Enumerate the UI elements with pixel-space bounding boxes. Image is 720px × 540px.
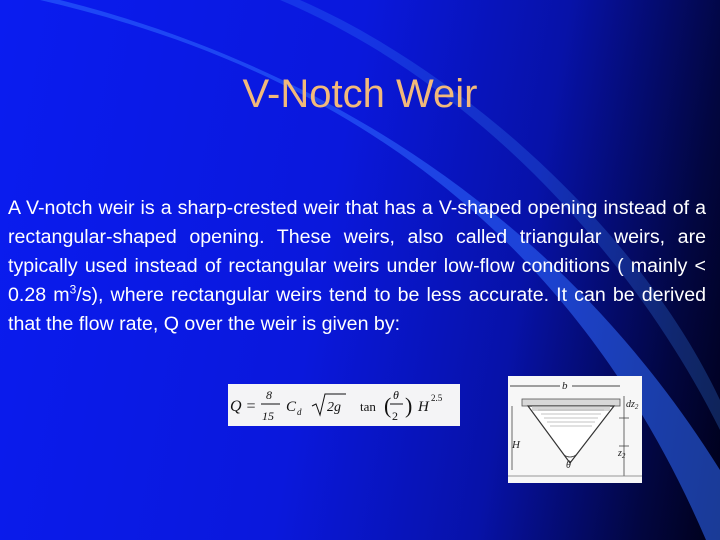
formula-theta-denominator: 2	[392, 409, 398, 423]
formula-tan: tan	[360, 399, 376, 414]
formula-lhs: Q =	[230, 398, 257, 415]
paragraph-text-1: A V-notch weir is a sharp-crested weir that has a V-shaped opening instead of a rectangular-shaped opening. These weirs, also called triangular weirs, are typically used instead of rectangular weirs under low-flow conditions ( mainly < 0.28 m	[8, 197, 706, 306]
formula-exponent: 2.5	[431, 393, 443, 403]
width-label: b	[562, 380, 568, 392]
formula-head: H	[418, 399, 429, 415]
slide-title: V-Notch Weir	[242, 72, 478, 116]
dz-label: $dz_2$	[626, 399, 639, 411]
h-label: H	[512, 439, 520, 451]
water-surface	[522, 399, 620, 406]
formula-fraction-denominator: 15	[262, 409, 274, 423]
paragraph-text-2: /s), where rectangular weirs tend to be less accurate. It can be derived that the flow rate, Q over the weir is given by:	[8, 284, 706, 335]
flow-rate-formula	[228, 384, 460, 426]
formula-coefficient: C	[286, 399, 297, 415]
formula-paren-open: (	[384, 393, 392, 418]
formula-root-content: 2g	[327, 400, 341, 415]
z-label: $z_2$	[618, 448, 626, 460]
paragraph-superscript: 3	[69, 282, 77, 297]
formula-coefficient-subscript: d	[297, 407, 302, 417]
formula-theta-numerator: θ	[393, 388, 399, 402]
theta-label: θ	[566, 460, 571, 471]
v-notch-triangle	[528, 406, 614, 463]
body-paragraph	[8, 194, 706, 339]
formula-paren-close: )	[405, 393, 413, 418]
water-band	[532, 406, 610, 411]
formula-fraction-numerator: 8	[266, 388, 272, 402]
v-notch-diagram	[508, 376, 642, 483]
